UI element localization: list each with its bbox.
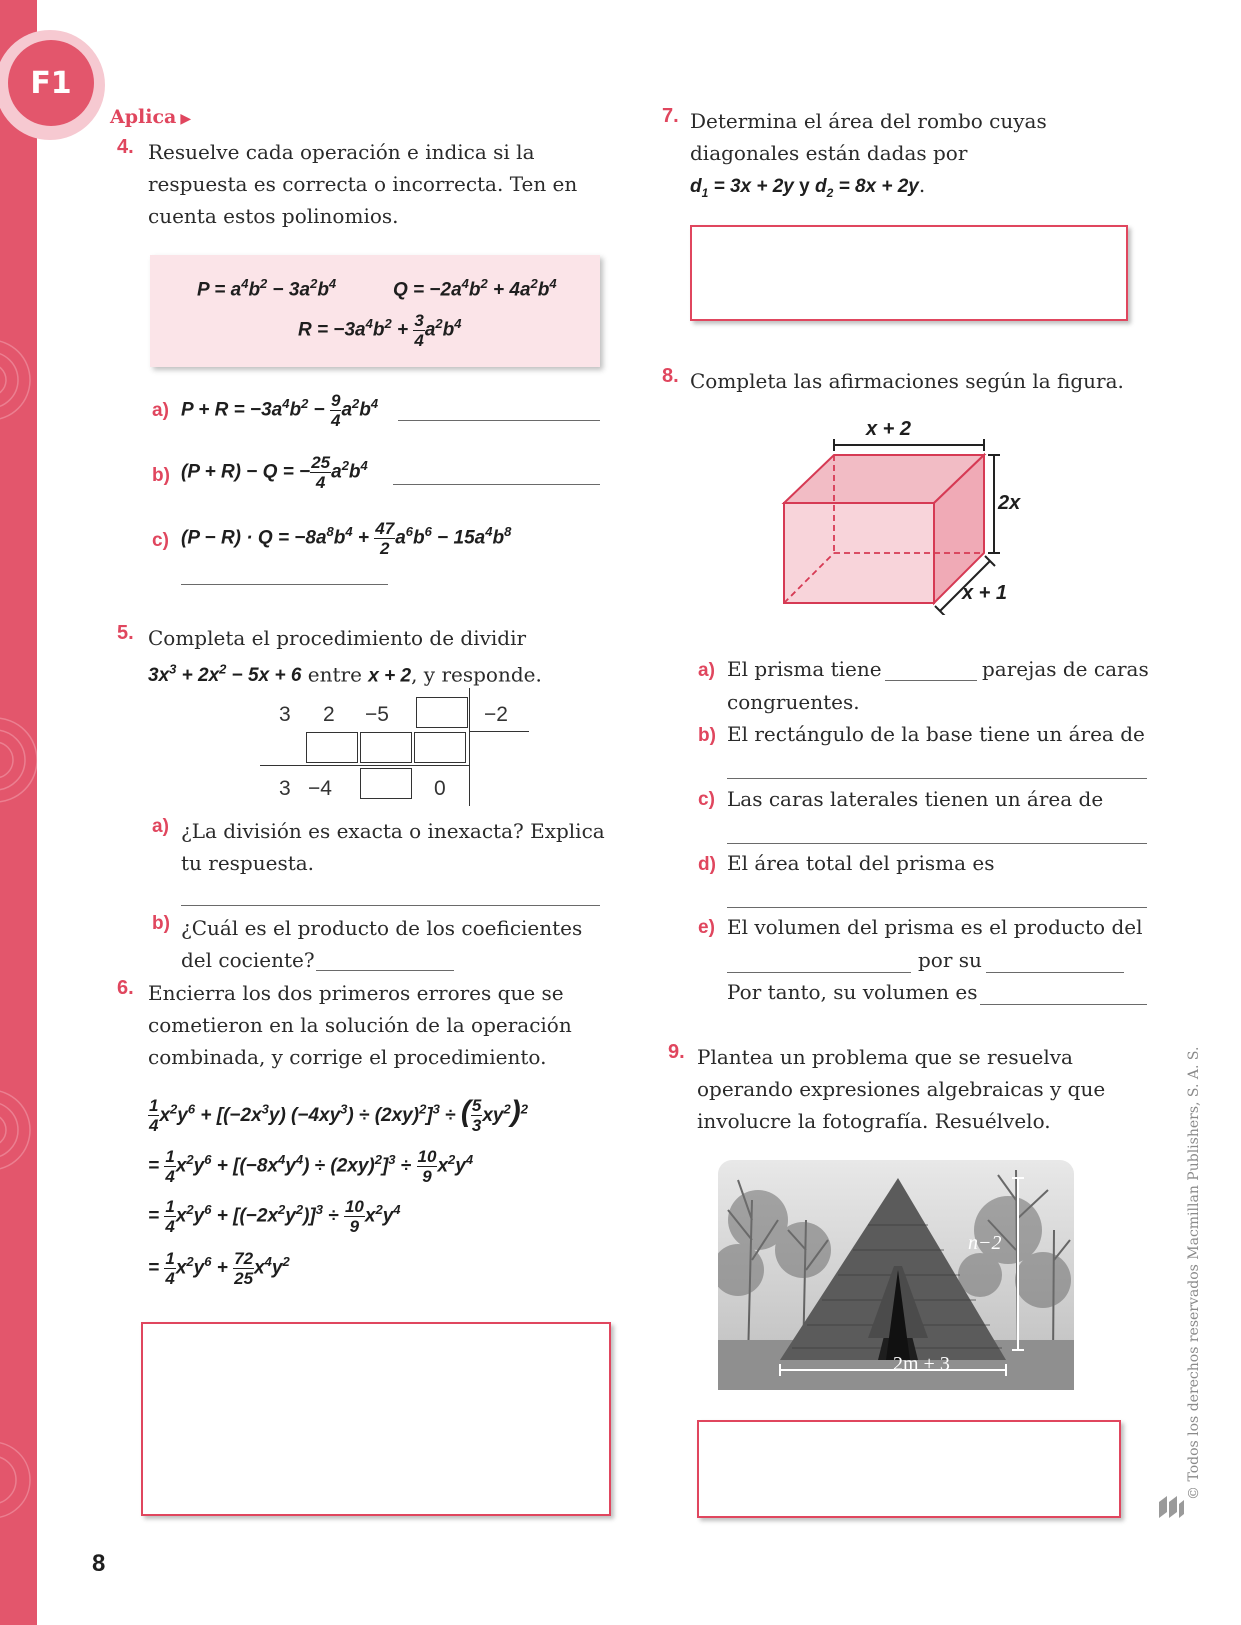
coef: −5	[365, 703, 389, 726]
result: −4	[308, 777, 332, 800]
page-number: 8	[92, 1550, 106, 1577]
q5a-text	[181, 815, 605, 879]
q4c-answer-line[interactable]	[181, 584, 388, 585]
photo-height-label: n−2	[968, 1232, 1002, 1254]
q5a-answer-line[interactable]	[181, 905, 600, 906]
unit-badge-inner	[8, 40, 94, 126]
q6-line: combinada, y corrige el procedimiento.	[148, 1045, 547, 1069]
q6-answer-box[interactable]	[141, 1322, 611, 1516]
q8-number: 8.	[662, 365, 679, 387]
q8e-text1: El volumen del prisma es el producto del	[727, 915, 1143, 939]
q8d-text: El área total del prisma es	[727, 851, 995, 875]
q8c-answer-line[interactable]	[727, 843, 1147, 844]
q5-line2: $3x^3 + 2x^2 - 5x + 6$ entre x + 2, y responde.	[148, 662, 542, 687]
q4c-expr: $(P - R) \cdot Q = -8a^8b^4$ + $\frac{47}{2}$ $a^6b^6 - 15a^4b^8$	[181, 519, 512, 558]
q8e-text2: por su	[918, 948, 982, 972]
photo-base-label: 2m + 3	[893, 1353, 950, 1375]
q6-line: cometieron en la solución de la operación	[148, 1013, 572, 1037]
result: 3	[279, 777, 291, 800]
q8b-answer-line[interactable]	[727, 778, 1147, 779]
q8a-text3: congruentes.	[727, 690, 860, 714]
q4b-expr: (P + R) − Q = − $\frac{25}{4}$ $a^2b^4$	[181, 453, 368, 492]
q7-diagonals: $d_1 = 3x + 2y$ y $d_2 = 8x + 2y$.	[690, 173, 926, 200]
prism-right-label: 2x	[998, 492, 1021, 514]
q4a-answer-line[interactable]	[398, 420, 600, 421]
blank-box[interactable]	[414, 732, 466, 763]
q8e-answer-line[interactable]	[986, 972, 1124, 973]
coef: 3	[279, 703, 291, 726]
q9-text	[697, 1041, 1105, 1137]
q5b-text	[181, 912, 582, 976]
q8d-label: d)	[698, 854, 716, 875]
q7-answer-box[interactable]	[690, 225, 1128, 321]
q9-answer-box[interactable]	[697, 1420, 1121, 1518]
synthetic-division	[260, 688, 530, 806]
divisor: −2	[484, 703, 508, 726]
q7-line: Determina el área del rombo cuyas	[690, 109, 1047, 133]
blank-box[interactable]	[306, 732, 358, 763]
q6-number: 6.	[117, 977, 134, 999]
q4-line: cuenta estos polinomios.	[148, 204, 399, 228]
prism-depth-label: x + 1	[962, 582, 1008, 604]
q7-line: diagonales están dadas por	[690, 141, 968, 165]
q4b-label: b)	[152, 465, 170, 486]
q6-text	[148, 977, 572, 1073]
q8a-text2: parejas de caras	[982, 657, 1149, 681]
q4-number: 4.	[117, 136, 134, 158]
q8c-label: c)	[698, 789, 715, 810]
q9-number: 9.	[668, 1041, 685, 1063]
q7-number: 7.	[662, 105, 679, 127]
poly-r: $R = -3a^4b^2$ + $\frac{3}{4}$ $a^2b^4$	[298, 311, 462, 350]
q4a-expr: $P + R = -3a^4b^2$ − $\frac{9}{4}$ $a^2b^4$	[181, 391, 379, 430]
q6-step3: = $\frac{1}{4}$ $x^2y^6 + [(-2x^2y^2)]^3$ ÷ $\frac{10}{9}$ $x^2y^4$	[148, 1197, 401, 1236]
result: 0	[434, 777, 446, 800]
q9-line: Plantea un problema que se resuelva	[697, 1045, 1073, 1069]
division-horizontal-line	[260, 765, 469, 766]
q8e-answer-line[interactable]	[727, 972, 911, 973]
q6-line: Encierra los dos primeros errores que se	[148, 981, 564, 1005]
q9-line: operando expresiones algebraicas y que	[697, 1077, 1106, 1101]
q8b-text: El rectángulo de la base tiene un área de	[727, 722, 1145, 746]
q4-line: respuesta es correcta o incorrecta. Ten en	[148, 172, 578, 196]
poly-q: $Q = -2a^4b^2 + 4a^2b^4$	[393, 276, 557, 301]
polynomials-box	[150, 255, 600, 367]
q8e-answer-line[interactable]	[980, 1004, 1147, 1005]
q8a-label: a)	[698, 660, 715, 681]
coef: 2	[323, 703, 335, 726]
q5b-line: del cociente?	[181, 948, 315, 972]
q5-text	[148, 622, 542, 692]
blank-box[interactable]	[360, 732, 412, 763]
play-icon: ▶	[180, 111, 192, 127]
q8c-text: Las caras laterales tienen un área de	[727, 787, 1104, 811]
swirl-decoration	[0, 0, 37, 1625]
q4c-label: c)	[152, 530, 169, 551]
q8a-text1: El prisma tiene	[727, 657, 882, 681]
section-label-text: Aplica	[110, 106, 177, 128]
q8-text: Completa las afirmaciones según la figura.	[690, 369, 1124, 393]
q5a-label: a)	[152, 816, 169, 837]
division-top-right-line	[469, 731, 529, 732]
q8e-text3: Por tanto, su volumen es	[727, 980, 978, 1004]
q5-line: Completa el procedimiento de dividir	[148, 626, 527, 650]
q5b-label: b)	[152, 913, 170, 934]
q4b-answer-line[interactable]	[393, 484, 600, 485]
q6-step2: = $\frac{1}{4}$ $x^2y^6 + [(-8x^4y^4) \div (2xy)^2]^3$ ÷ $\frac{10}{9}$ $x^2y^4$	[148, 1147, 474, 1186]
blank-box[interactable]	[416, 697, 468, 728]
q4a-label: a)	[152, 400, 169, 421]
side-stripe	[0, 0, 37, 1625]
q6-step1: $\frac{1}{4}$ $x^2y^6 + [(-2x^3y) (-4xy^3) \div (2xy)^2]^3$ ÷ ( $\frac{5}{3}$ $xy^2)^2$	[149, 1095, 528, 1136]
q9-line: involucre la fotografía. Resuélvelo.	[697, 1109, 1051, 1133]
division-vertical-line	[469, 688, 470, 806]
q4-line: Resuelve cada operación e indica si la	[148, 140, 535, 164]
section-label	[110, 106, 191, 128]
publisher-logo-icon	[1156, 1492, 1186, 1522]
q8a-answer-line[interactable]	[885, 680, 977, 681]
badge-text: F1	[30, 65, 72, 101]
q4-text	[148, 136, 577, 232]
q5b-line: ¿Cuál es el producto de los coeficientes	[181, 916, 583, 940]
q5b-answer-line[interactable]	[316, 970, 454, 971]
q6-step4: = $\frac{1}{4}$ $x^2y^6$ + $\frac{72}{25}$ $x^4y^2$	[148, 1249, 290, 1288]
q5a-line: tu respuesta.	[181, 851, 315, 875]
poly-p: $P = a^4b^2 - 3a^2b^4$	[197, 276, 337, 301]
blank-box[interactable]	[360, 768, 412, 799]
q5a-line: ¿La división es exacta o inexacta? Explica	[181, 819, 605, 843]
q8d-answer-line[interactable]	[727, 907, 1147, 908]
prism-top-label: x + 2	[866, 418, 912, 440]
q5-number: 5.	[117, 622, 134, 644]
q8b-label: b)	[698, 725, 716, 746]
q7-text	[690, 105, 1047, 209]
q8e-label: e)	[698, 917, 715, 938]
